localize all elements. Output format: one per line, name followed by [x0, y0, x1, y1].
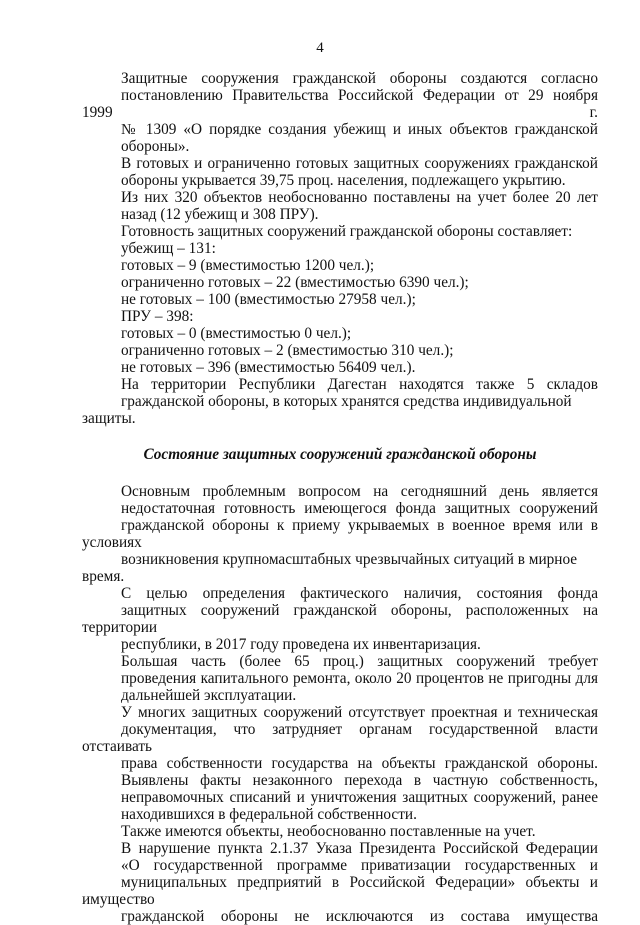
paragraph-main-problem: [82, 483, 598, 585]
readiness-list-item: не готовых – 100 (вместимостью 27958 чел.);: [121, 291, 416, 308]
text-line: постановлению Правительства Российской Федерации от 29 ноября 1999 г.: [82, 87, 598, 121]
text-line: назад (12 убежищ и 308 ПРУ).: [121, 206, 319, 223]
page-number: 4: [316, 40, 324, 56]
paragraph-warehouses: [82, 376, 598, 427]
text-line: На территории Республики Дагестан находятся также 5 складов: [121, 376, 598, 393]
paragraph-repair-needs: [82, 653, 598, 704]
text-line: В готовых и ограниченно готовых защитных сооружениях гражданской: [121, 155, 598, 172]
text-line: недостаточная готовность имеющегося фонда защитных сооружений: [121, 500, 598, 517]
text-line: дальнейшей эксплуатации.: [121, 687, 297, 704]
paragraph-inventory: [82, 585, 598, 653]
paragraph-registered-objects: [82, 189, 598, 223]
readiness-list-item: ПРУ – 398:: [121, 308, 194, 325]
text-line: проведения капитального ремонта, около 20 процентов не пригодны для: [121, 670, 598, 687]
text-line: муниципальных предприятий в Российской Федерации» объекты и имущество: [82, 874, 598, 908]
text-line: гражданской обороны к приему укрываемых в военное время или в условиях: [82, 517, 598, 551]
document-body: [82, 70, 598, 925]
text-line: Защитные сооружения гражданской обороны создаются согласно: [121, 70, 598, 87]
paragraph-privatization-violation: [82, 840, 598, 925]
paragraph-sheltered-population: [82, 155, 598, 189]
paragraph-civil-defense-basis: [82, 70, 598, 155]
text-line: республики, в 2017 году проведена их инвентаризация.: [121, 636, 481, 653]
paragraph-missing-documentation: [82, 704, 598, 823]
text-line: В нарушение пункта 2.1.37 Указа Президента Российской Федерации: [121, 840, 598, 857]
text-line: защитных сооружений гражданской обороны, расположенных на территории: [82, 602, 598, 636]
text-line: гражданской обороны, в которых хранятся средства индивидуальной защиты.: [82, 393, 572, 427]
readiness-list-item: готовых – 9 (вместимостью 1200 чел.);: [121, 257, 375, 274]
text-line: находившихся в федеральной собственности.: [121, 806, 417, 823]
readiness-list-item: ограниченно готовых – 2 (вместимостью 310 чел.);: [121, 342, 454, 359]
text-line: документация, что затрудняет органам государственной власти отстаивать: [82, 721, 598, 755]
text-line: обороны».: [121, 138, 190, 155]
text-line: гражданской обороны не исключаются из состава имущества: [121, 908, 598, 925]
text-line: № 1309 «О порядке создания убежищ и иных объектов гражданской: [121, 121, 598, 138]
text-line: возникновения крупномасштабных чрезвычайных ситуаций в мирное время.: [82, 551, 578, 585]
text-line: обороны укрывается 39,75 проц. населения, подлежащего укрытию.: [121, 172, 566, 189]
text-line: С целью определения фактического наличия, состояния фонда: [121, 585, 598, 602]
text-line: Из них 320 объектов необоснованно поставлены на учет более 20 лет: [121, 189, 598, 206]
text-line: Основным проблемным вопросом на сегодняшний день является: [121, 483, 598, 500]
readiness-list-item: не готовых – 396 (вместимостью 56409 чел.).: [121, 359, 416, 376]
text-line: «О государственной программе приватизации государственных и: [121, 857, 598, 874]
text-line: неправомочных списаний и уничтожения защитных сооружений, ранее: [121, 789, 598, 806]
text-line: права собственности государства на объекты гражданской обороны.: [121, 755, 598, 772]
text-line: Большая часть (более 65 проц.) защитных сооружений требует: [121, 653, 598, 670]
readiness-list-item: ограниченно готовых – 22 (вместимостью 6390 чел.);: [121, 274, 469, 291]
paragraph-unjustified-registration: Также имеются объекты, необоснованно поставленные на учет.: [121, 823, 536, 840]
section-heading: Состояние защитных сооружений гражданской обороны: [143, 446, 537, 463]
readiness-list-item: убежищ – 131:: [121, 240, 216, 257]
readiness-intro: Готовность защитных сооружений гражданской обороны составляет:: [121, 223, 573, 240]
text-line: Выявлены факты незаконного перехода в частную собственность,: [121, 772, 598, 789]
text-line: У многих защитных сооружений отсутствует проектная и техническая: [121, 704, 598, 721]
readiness-list-item: готовых – 0 (вместимостью 0 чел.);: [121, 325, 352, 342]
